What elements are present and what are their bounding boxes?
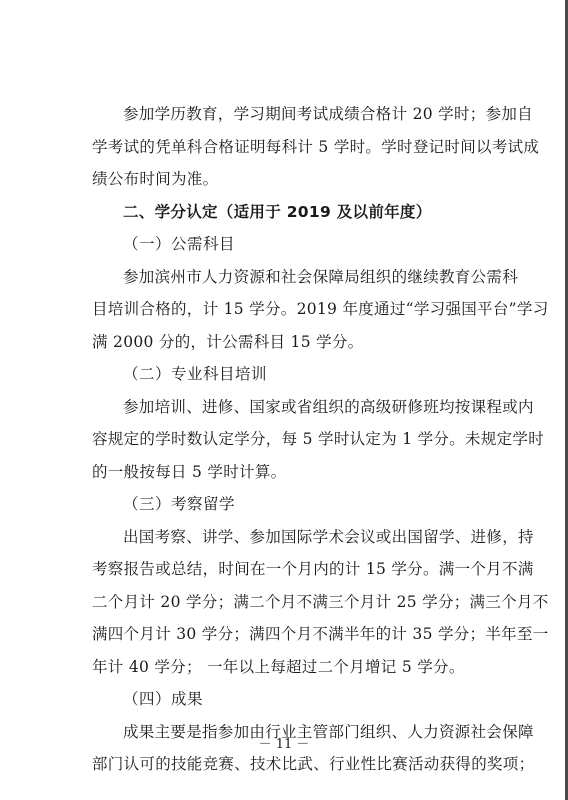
paragraph-line: 考察报告或总结，时间在一个月内的计 15 学分。满一个月不满 xyxy=(92,560,534,578)
paragraph-line: 绩公布时间为准。 xyxy=(92,170,219,188)
paragraph-line: 参加学历教育，学习期间考试成绩合格计 20 学时；参加自 xyxy=(123,105,533,123)
sub-heading-professional-training: （二）专业科目培训 xyxy=(123,365,268,383)
paragraph-line: 年计 40 学分； 一年以上每超过二个月增记 5 学分。 xyxy=(92,657,465,676)
paragraph-line: 部门认可的技能竞赛、技术比武、行业性比赛活动获得的奖项； xyxy=(92,755,535,773)
paragraph-line: 成果主要是指参加由行业主管部门组织、人力资源社会保障 xyxy=(123,722,534,741)
paragraph-line: 满 2000 分的，计公需科目 15 学分。 xyxy=(92,332,364,351)
paragraph-line: 参加滨州市人力资源和社会保障局组织的继续教育公需科 xyxy=(123,267,519,286)
paragraph-line: 参加培训、进修、国家或省组织的高级研修班均按课程或内 xyxy=(123,397,534,416)
paragraph-line: 满四个月计 30 学分；满四个月不满半年的计 35 学分；半年至一 xyxy=(92,625,549,643)
page-number: － 11 － xyxy=(258,737,310,752)
paragraph-line: 的一般按每日 5 学时计算。 xyxy=(92,462,287,481)
paragraph-line: 目培训合格的，计 15 学分。2019 年度通过“学习强国平台”学习 xyxy=(92,300,549,318)
paragraph-line: 容规定的学时数认定学分，每 5 学时认定为 1 学分。未规定学时 xyxy=(92,430,545,448)
sub-heading-achievements: （四）成果 xyxy=(123,690,204,708)
paragraph-line: 学考试的凭单科合格证明每科计 5 学时。学时登记时间以考试成 xyxy=(92,137,540,156)
sub-heading-study-abroad: （三）考察留学 xyxy=(123,495,236,513)
paragraph-line: 二个月计 20 学分；满二个月不满三个月计 25 学分；满三个月不 xyxy=(92,592,549,611)
sub-heading-public-subjects: （一）公需科目 xyxy=(123,235,236,253)
section-heading: 二、学分认定（适用于 2019 及以前年度） xyxy=(123,202,432,221)
paragraph-line: 出国考察、讲学、参加国际学术会议或出国留学、进修，持 xyxy=(123,527,534,546)
